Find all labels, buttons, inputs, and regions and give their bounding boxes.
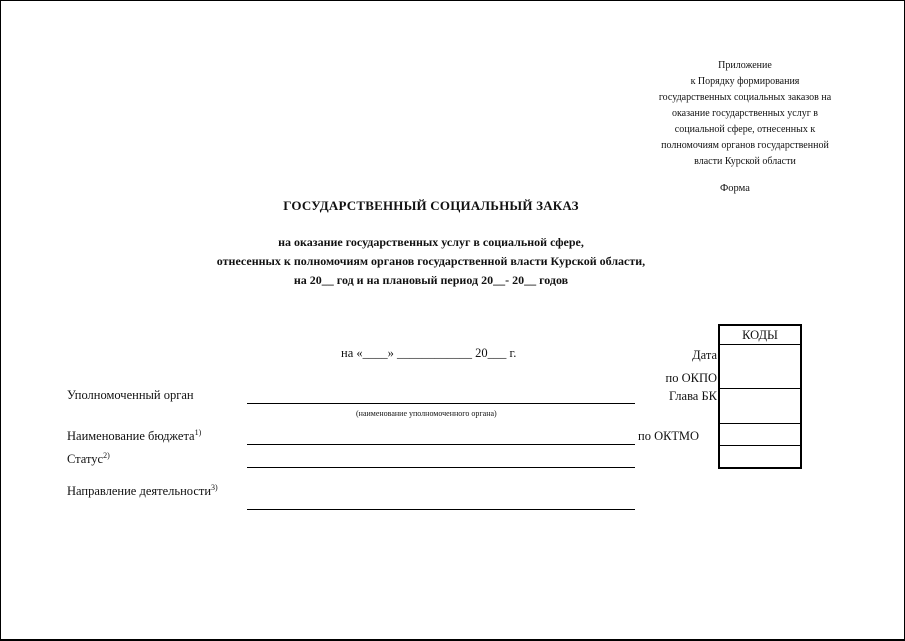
subtitle-line: на 20__ год и на плановый период 20__- 20__ годов xyxy=(293,273,569,287)
budget-label xyxy=(67,428,201,444)
codes-label-okpo: по ОКПО xyxy=(665,371,717,385)
budget-underline xyxy=(247,444,635,445)
status-label xyxy=(67,451,110,467)
appendix-line: полномочиям органов государственной xyxy=(661,140,829,151)
budget-label-text: Наименование бюджета xyxy=(67,429,195,444)
document-title: ГОСУДАРСТВЕННЫЙ СОЦИАЛЬНЫЙ ЗАКАЗ xyxy=(283,198,579,213)
authority-label: Уполномоченный орган xyxy=(67,388,194,402)
codes-label-date: Дата xyxy=(692,348,717,362)
direction-underline xyxy=(247,509,635,510)
budget-footnote: 1) xyxy=(194,428,202,437)
status-footnote: 2) xyxy=(103,451,110,460)
date-line: на «____» ____________ 20___ г. xyxy=(341,346,517,360)
status-label-text: Статус xyxy=(67,452,104,467)
appendix-line: оказание государственных услуг в xyxy=(671,108,819,119)
subtitle-line: отнесенных к полномочиям органов государственной власти Курской области, xyxy=(216,254,646,268)
direction-label xyxy=(67,483,218,499)
code-cell-oktmo xyxy=(720,424,800,446)
code-cell-extra xyxy=(720,446,800,467)
codes-label-oktmo: по ОКТМО xyxy=(638,429,700,443)
authority-hint: (наименование уполномоченного органа) xyxy=(356,409,497,418)
appendix-block xyxy=(640,58,850,170)
direction-label-text: Направление деятельности xyxy=(67,484,212,499)
codes-table xyxy=(718,324,802,469)
appendix-line: государственных социальных заказов на xyxy=(658,92,832,103)
direction-footnote: 3) xyxy=(211,483,218,492)
code-cell-date-okpo xyxy=(720,345,800,389)
code-cell-glava-bk xyxy=(720,389,800,424)
form-label: Форма xyxy=(720,183,750,194)
codes-label-glava-bk: Глава БК xyxy=(669,389,717,403)
codes-header: КОДЫ xyxy=(720,326,800,345)
authority-underline xyxy=(247,403,635,404)
appendix-line: Приложение xyxy=(718,60,772,71)
subtitle-line: на оказание государственных услуг в социальной сфере, xyxy=(278,235,584,249)
appendix-line: к Порядку формирования xyxy=(690,76,800,87)
appendix-line: власти Курской области xyxy=(694,156,796,167)
document-subtitle xyxy=(0,233,862,290)
appendix-line: социальной сфере, отнесенных к xyxy=(674,124,816,135)
status-underline xyxy=(247,467,635,468)
